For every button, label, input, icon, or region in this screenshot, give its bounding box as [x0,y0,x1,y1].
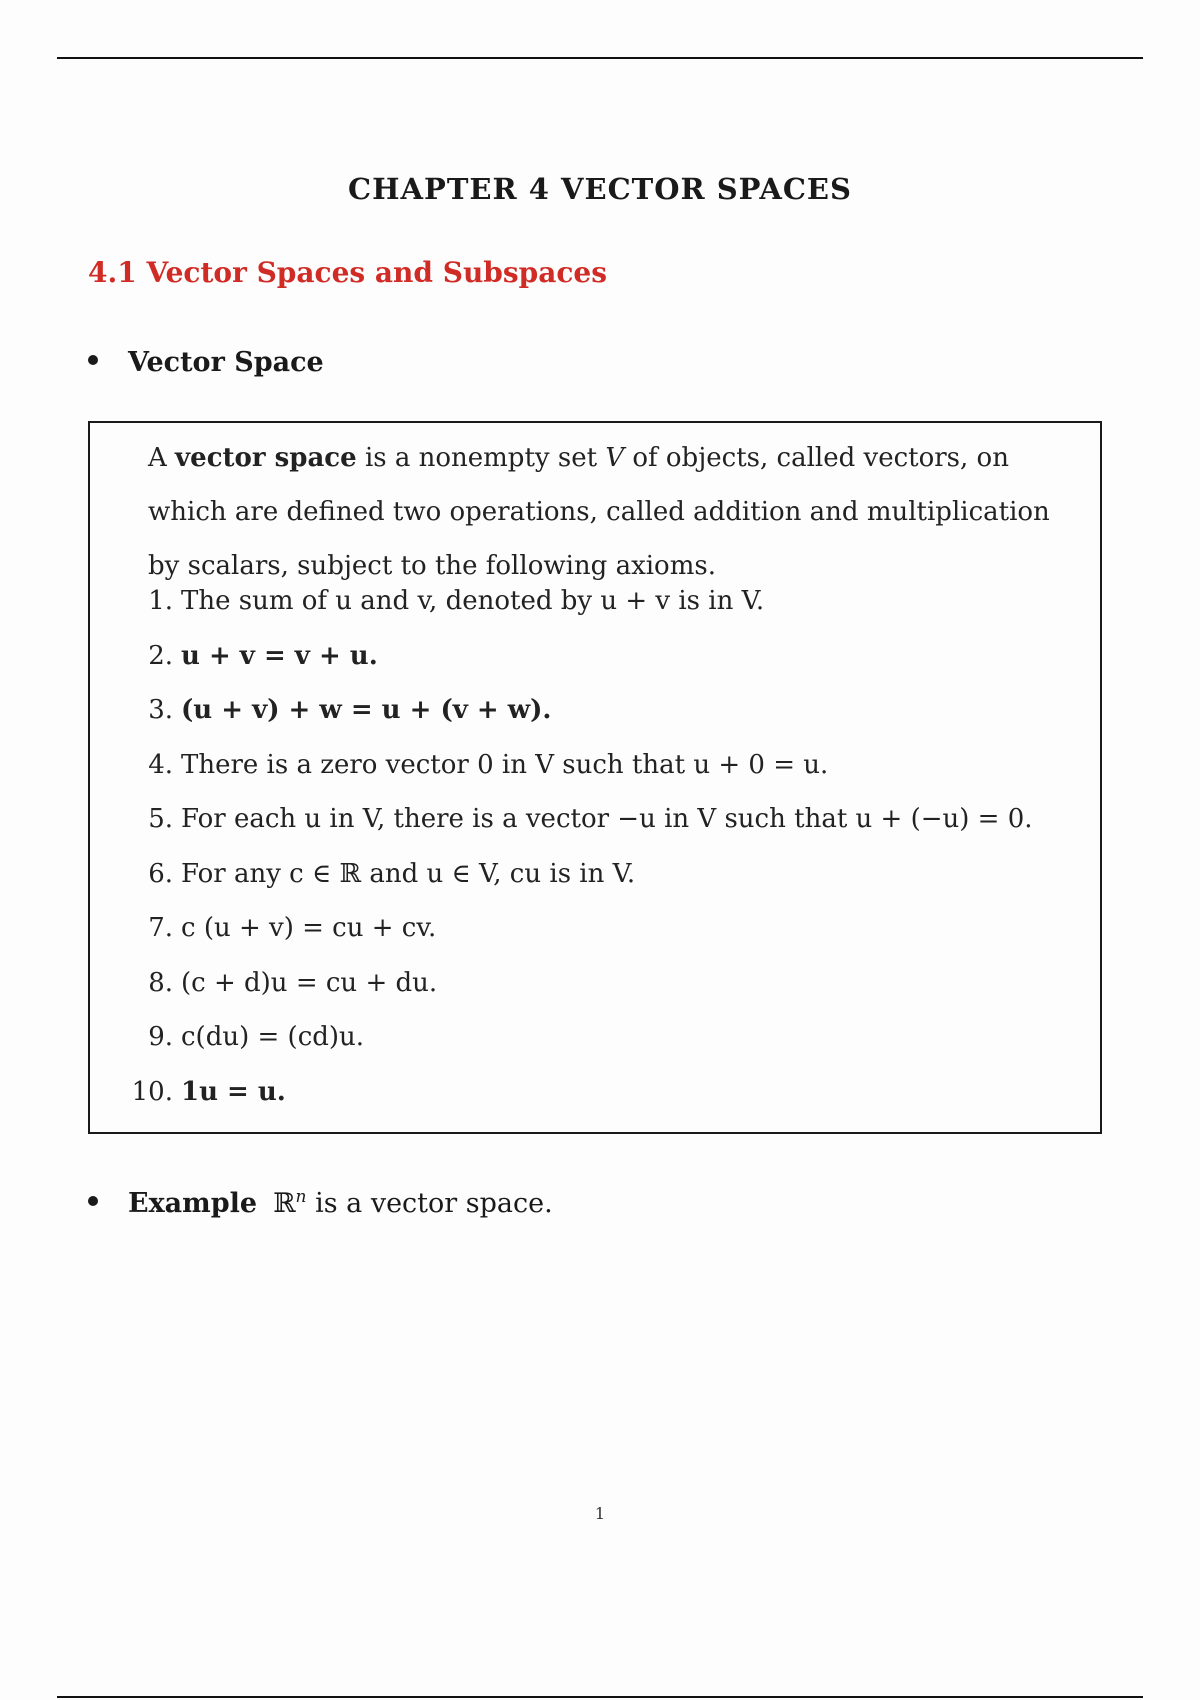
example-set-symbol: ℝ [273,1188,296,1219]
definition-box [88,421,1102,1134]
axiom-number: 9. [148,1022,173,1052]
definition-paragraph [148,431,1088,593]
axiom-number: 8. [148,968,173,998]
axiom-number: 2. [148,641,173,671]
top-rule [57,57,1143,59]
axiom-9 [141,1022,364,1052]
axiom-8 [141,968,437,998]
definition-text-2: of objects, called vectors, on which are defined two operations, called addition and multiplication by scalars, subject to the following axioms. [148,443,1050,581]
example-text: is a vector space. [315,1188,553,1219]
bottom-rule [57,1696,1143,1698]
definition-word-a: A [148,443,167,473]
axiom-text: c (u + v) = cu + cv. [181,913,437,943]
axiom-text: (c + d)u = cu + du. [181,968,438,998]
chapter-title: CHAPTER 4 VECTOR SPACES [348,172,852,206]
axiom-3 [141,695,552,725]
section-heading: 4.1 Vector Spaces and Subspaces [88,256,607,289]
axiom-number: 10. [131,1077,173,1107]
axiom-text: 1u = u. [181,1077,286,1107]
axiom-number: 3. [148,695,173,725]
example-label: Example [128,1188,258,1219]
axiom-6 [141,859,635,889]
example-body [273,1188,553,1219]
axiom-number: 5. [148,804,173,834]
bullet-example [88,1188,553,1219]
axiom-text: For each u in V, there is a vector −u in V such that u + (−u) = 0. [181,804,1033,834]
axiom-text: c(du) = (cd)u. [181,1022,365,1052]
axiom-2 [141,641,378,671]
axiom-number: 1. [148,586,173,616]
definition-text-1: is a nonempty set [364,443,598,473]
example-superscript: n [295,1187,307,1207]
axiom-text: For any c ∈ ℝ and u ∈ V, cu is in V. [181,859,636,889]
axiom-1 [141,586,764,616]
bullet-icon [88,1196,98,1206]
definition-term: vector space [175,443,357,473]
axiom-number: 4. [148,750,173,780]
axiom-text: There is a zero vector 0 in V such that u + 0 = u. [181,750,829,780]
page-number: 1 [594,1504,606,1523]
axiom-text: (u + v) + w = u + (v + w). [181,695,552,725]
definition-var-v: V [605,443,625,473]
axiom-number: 6. [148,859,173,889]
axiom-10 [125,1077,286,1107]
axiom-5 [141,804,1033,834]
axiom-7 [141,913,436,943]
bullet-vector-space [88,347,324,378]
axiom-text: u + v = v + u. [181,641,378,671]
axiom-number: 7. [148,913,173,943]
bullet-label: Vector Space [128,347,324,378]
axiom-text: The sum of u and v, denoted by u + v is in V. [181,586,765,616]
axiom-4 [141,750,828,780]
bullet-icon [88,355,98,365]
